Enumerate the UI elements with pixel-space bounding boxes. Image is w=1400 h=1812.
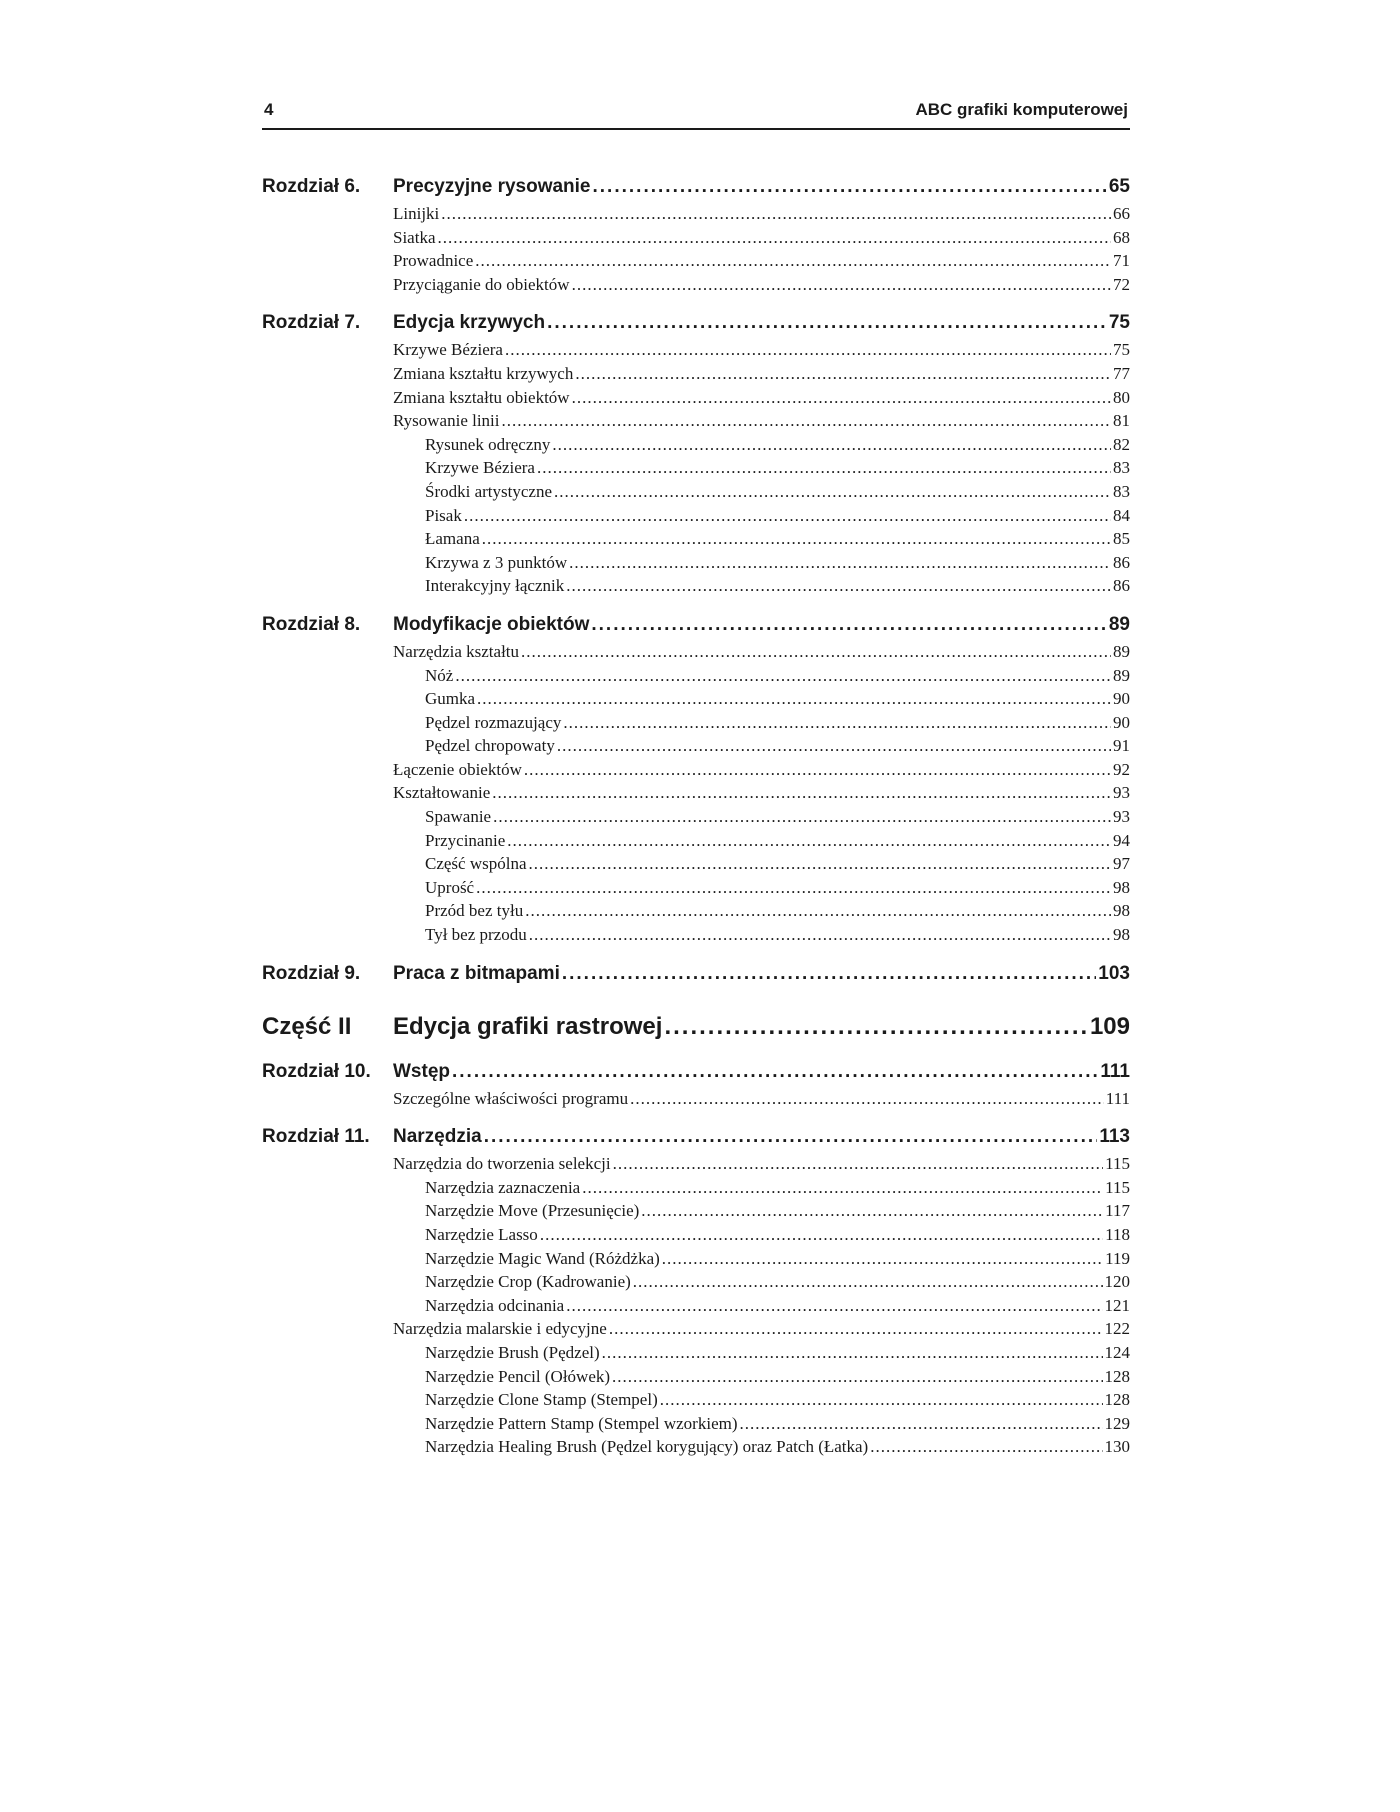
entry-title: Narzędzia do tworzenia selekcji	[393, 1154, 611, 1174]
dot-leader	[870, 1435, 1102, 1459]
toc-entry	[393, 1152, 1130, 1176]
toc-entry	[393, 362, 1130, 386]
entry-title: Narzędzie Magic Wand (Różdżka)	[425, 1248, 660, 1268]
chapter-heading	[262, 1122, 1130, 1152]
toc-subentry	[425, 1341, 1130, 1365]
entry-title: Przycinanie	[425, 830, 506, 850]
toc-entry	[393, 781, 1130, 805]
toc-subentry	[425, 480, 1130, 504]
toc-subentry	[425, 711, 1130, 735]
entry-page-number: 90	[1113, 712, 1130, 732]
toc-subentry	[425, 805, 1130, 829]
entry-title: Narzędzie Lasso	[425, 1225, 538, 1244]
entry-title: Narzędzie Move (Przesunięcie)	[425, 1201, 640, 1221]
entry-title: Pędzel rozmazujący	[425, 712, 562, 732]
toc-subentry	[425, 1294, 1130, 1318]
toc-subentry	[425, 456, 1130, 480]
chapter-heading	[262, 172, 1130, 202]
dot-leader	[582, 1176, 1103, 1200]
entry-page-number: 75	[1113, 340, 1130, 360]
dot-leader	[566, 1294, 1102, 1318]
entry-page-number: 81	[1113, 411, 1130, 431]
chapter-number: Rozdział 8.	[262, 613, 361, 635]
dot-leader	[521, 640, 1111, 664]
entry-page-number: 98	[1113, 877, 1130, 897]
dot-leader	[552, 433, 1111, 457]
entry-title: Zmiana kształtu krzywych	[393, 363, 574, 383]
dot-leader	[613, 1152, 1104, 1176]
chapter-section	[262, 308, 1130, 598]
entry-page-number: 111	[1105, 1088, 1130, 1108]
dot-leader	[455, 664, 1111, 688]
toc-subentry	[425, 1223, 1130, 1247]
chapter-title: Narzędzia	[393, 1126, 482, 1148]
dot-leader	[441, 202, 1111, 226]
chapter-title-line	[393, 308, 1130, 338]
entry-page-number: 128	[1104, 1390, 1130, 1410]
dot-leader	[572, 273, 1111, 297]
entry-page-number: 118	[1105, 1225, 1130, 1244]
chapter-title-line	[393, 959, 1130, 989]
entry-page-number: 93	[1113, 807, 1130, 827]
dot-leader	[524, 758, 1111, 782]
dot-leader	[529, 923, 1111, 947]
entry-title: Rysunek odręczny	[425, 434, 551, 454]
chapter-heading	[262, 308, 1130, 338]
entry-title: Pisak	[425, 505, 462, 525]
chapter-page-number: 89	[1108, 613, 1130, 635]
entry-title: Narzędzie Crop (Kadrowanie)	[425, 1272, 631, 1292]
entry-page-number: 85	[1113, 529, 1130, 549]
entry-title: Narzędzia malarskie i edycyjne	[393, 1319, 607, 1339]
entry-page-number: 97	[1113, 854, 1130, 874]
toc-subentry	[425, 1176, 1130, 1200]
entry-page-number: 86	[1113, 552, 1130, 572]
page-number: 4	[264, 100, 274, 119]
entry-page-number: 130	[1104, 1437, 1130, 1457]
dot-leader	[630, 1087, 1104, 1111]
dot-leader	[547, 308, 1107, 338]
entry-title: Krzywe Béziera	[425, 458, 535, 478]
toc-entry	[393, 758, 1130, 782]
entry-title: Krzywa z 3 punktów	[425, 552, 568, 572]
toc-entry	[393, 1317, 1130, 1341]
entry-page-number: 83	[1113, 481, 1130, 501]
table-of-contents	[262, 160, 1130, 1459]
entry-page-number: 91	[1113, 736, 1130, 756]
chapter-title-line	[393, 1057, 1130, 1087]
toc-entry	[393, 338, 1130, 362]
chapter-title: Praca z bitmapami	[393, 962, 560, 984]
entry-page-number: 98	[1113, 925, 1130, 945]
toc-entry	[393, 409, 1130, 433]
entry-title: Uprość	[425, 877, 475, 897]
entry-title: Szczególne właściwości programu	[393, 1088, 629, 1108]
entry-title: Narzędzia odcinania	[425, 1295, 565, 1315]
toc-subentry	[425, 829, 1130, 853]
dot-leader	[507, 829, 1111, 853]
toc-entry	[393, 249, 1130, 273]
running-header	[262, 98, 1130, 130]
entry-page-number: 119	[1105, 1248, 1130, 1268]
entry-title: Przyciąganie do obiektów	[393, 274, 570, 294]
entry-title: Pędzel chropowaty	[425, 736, 555, 756]
dot-leader	[612, 1365, 1102, 1389]
chapter-heading	[262, 610, 1130, 640]
dot-leader	[475, 249, 1111, 273]
chapter-title: Wstęp	[393, 1060, 450, 1082]
entry-page-number: 121	[1104, 1295, 1130, 1315]
dot-leader	[572, 386, 1111, 410]
entry-page-number: 115	[1105, 1154, 1130, 1174]
chapter-page-number: 109	[1089, 1012, 1130, 1040]
dot-leader	[540, 1223, 1103, 1247]
entry-page-number: 86	[1113, 576, 1130, 596]
toc-subentry	[425, 1412, 1130, 1436]
entry-title: Spawanie	[425, 807, 492, 827]
entry-page-number: 92	[1113, 759, 1130, 779]
entry-page-number: 68	[1113, 227, 1130, 247]
toc-subentry	[425, 574, 1130, 598]
entry-page-number: 117	[1105, 1201, 1130, 1221]
toc-subentry	[425, 527, 1130, 551]
entry-page-number: 66	[1113, 204, 1130, 223]
toc-entry	[393, 202, 1130, 226]
entry-page-number: 77	[1113, 363, 1130, 383]
entry-title: Łączenie obiektów	[393, 759, 522, 779]
chapter-page-number: 113	[1099, 1126, 1130, 1148]
chapter-page-number: 65	[1108, 176, 1130, 197]
entry-page-number: 129	[1104, 1413, 1130, 1433]
dot-leader	[662, 1247, 1103, 1271]
chapter-page-number: 75	[1108, 312, 1130, 334]
chapter-title-line	[393, 610, 1130, 640]
entry-title: Linijki	[393, 204, 440, 223]
chapter-title-line	[393, 1007, 1130, 1047]
entry-page-number: 120	[1104, 1272, 1130, 1292]
dot-leader	[537, 456, 1111, 480]
dot-leader	[633, 1270, 1103, 1294]
dot-leader	[438, 226, 1112, 250]
toc-subentry	[425, 1199, 1130, 1223]
dot-leader	[452, 1057, 1098, 1087]
chapter-heading	[262, 1057, 1130, 1087]
dot-leader	[505, 338, 1111, 362]
entry-page-number: 124	[1104, 1342, 1130, 1362]
entry-page-number: 71	[1113, 251, 1130, 271]
toc-subentry	[425, 1388, 1130, 1412]
toc-subentry	[425, 1247, 1130, 1271]
entry-title: Krzywe Béziera	[393, 340, 503, 360]
chapter-number: Rozdział 7.	[262, 312, 361, 334]
entry-title: Prowadnice	[393, 251, 474, 271]
toc-subentry	[425, 876, 1130, 900]
entry-title: Kształtowanie	[393, 783, 491, 803]
entry-title: Część wspólna	[425, 854, 527, 874]
dot-leader	[591, 610, 1106, 640]
entry-page-number: 83	[1113, 458, 1130, 478]
entry-title: Rysowanie linii	[393, 411, 500, 431]
entry-title: Siatka	[393, 227, 436, 247]
chapter-number: Rozdział 10.	[262, 1060, 371, 1082]
chapter-section	[262, 610, 1130, 947]
dot-leader	[476, 876, 1111, 900]
entry-title: Narzędzie Pencil (Ołówek)	[425, 1366, 611, 1386]
entry-title: Łamana	[425, 529, 480, 549]
entry-page-number: 89	[1113, 641, 1130, 661]
entry-page-number: 89	[1113, 665, 1130, 685]
toc-entry	[393, 386, 1130, 410]
chapter-number: Rozdział 6.	[262, 176, 361, 197]
dot-leader	[664, 1007, 1088, 1047]
entry-page-number: 128	[1104, 1366, 1130, 1386]
chapter-title: Precyzyjne rysowanie	[393, 176, 591, 197]
chapter-title: Modyfikacje obiektów	[393, 613, 590, 635]
dot-leader	[492, 781, 1111, 805]
entry-page-number: 93	[1113, 783, 1130, 803]
dot-leader	[563, 711, 1111, 735]
toc-subentry	[425, 687, 1130, 711]
dot-leader	[602, 1341, 1103, 1365]
dot-leader	[562, 959, 1096, 989]
dot-leader	[557, 734, 1111, 758]
dot-leader	[484, 1122, 1098, 1152]
dot-leader	[609, 1317, 1103, 1341]
toc-subentry	[425, 1365, 1130, 1389]
toc-entry	[393, 273, 1130, 297]
toc-subentry	[425, 664, 1130, 688]
part-title: Edycja grafiki rastrowej	[393, 1012, 663, 1040]
dot-leader	[477, 687, 1111, 711]
entry-page-number: 122	[1104, 1319, 1130, 1339]
book-title: ABC grafiki komputerowej	[915, 100, 1128, 119]
entry-page-number: 90	[1113, 689, 1130, 709]
part-number: Część II	[262, 1012, 352, 1040]
toc-entry	[393, 226, 1130, 250]
dot-leader	[593, 172, 1107, 202]
toc-subentry	[425, 1435, 1130, 1459]
dot-leader	[502, 409, 1111, 433]
chapter-section	[262, 959, 1130, 989]
entry-title: Narzędzia Healing Brush (Pędzel korygujący) oraz Patch (Łatka)	[425, 1437, 869, 1457]
dot-leader	[660, 1388, 1103, 1412]
entry-title: Narzędzia kształtu	[393, 641, 520, 661]
dot-leader	[493, 805, 1111, 829]
entry-title: Narzędzia zaznaczenia	[425, 1177, 581, 1197]
dot-leader	[525, 899, 1111, 923]
chapter-page-number: 103	[1098, 962, 1130, 984]
entry-title: Narzędzie Pattern Stamp (Stempel wzorkiem)	[425, 1413, 738, 1433]
chapter-title-line	[393, 1122, 1130, 1152]
toc-subentry	[425, 433, 1130, 457]
toc-subentry	[425, 1270, 1130, 1294]
toc-subentry	[425, 852, 1130, 876]
toc-subentry	[425, 551, 1130, 575]
entry-page-number: 98	[1113, 901, 1130, 921]
chapter-title: Edycja krzywych	[393, 312, 546, 334]
entry-page-number: 80	[1113, 387, 1130, 407]
chapter-number: Rozdział 9.	[262, 962, 361, 984]
chapter-heading	[262, 959, 1130, 989]
toc-entry	[393, 640, 1130, 664]
entry-title: Narzędzie Clone Stamp (Stempel)	[425, 1390, 658, 1410]
dot-leader	[641, 1199, 1103, 1223]
part-heading	[262, 1007, 1130, 1047]
entry-title: Narzędzie Brush (Pędzel)	[425, 1342, 600, 1362]
dot-leader	[554, 480, 1111, 504]
chapter-section	[262, 172, 1130, 296]
entry-page-number: 82	[1113, 434, 1130, 454]
dot-leader	[569, 551, 1111, 575]
entry-page-number: 72	[1113, 274, 1130, 294]
dot-leader	[464, 504, 1111, 528]
dot-leader	[740, 1412, 1103, 1436]
chapter-section	[262, 1057, 1130, 1111]
part-section	[262, 1007, 1130, 1047]
dot-leader	[529, 852, 1111, 876]
entry-page-number: 94	[1113, 830, 1130, 850]
entry-title: Gumka	[425, 689, 476, 709]
toc-entry	[393, 1087, 1130, 1111]
chapter-page-number: 111	[1100, 1060, 1130, 1082]
toc-subentry	[425, 923, 1130, 947]
dot-leader	[482, 527, 1111, 551]
entry-title: Środki artystyczne	[425, 481, 552, 501]
entry-title: Zmiana kształtu obiektów	[393, 387, 570, 407]
toc-subentry	[425, 504, 1130, 528]
chapter-title-line	[393, 172, 1130, 202]
entry-page-number: 115	[1105, 1177, 1130, 1197]
chapter-section	[262, 1122, 1130, 1459]
entry-page-number: 84	[1113, 505, 1130, 525]
toc-subentry	[425, 734, 1130, 758]
entry-title: Tył bez przodu	[425, 925, 527, 945]
entry-title: Interakcyjny łącznik	[425, 576, 565, 596]
entry-title: Nóż	[425, 665, 454, 685]
toc-subentry	[425, 899, 1130, 923]
entry-title: Przód bez tyłu	[425, 901, 524, 921]
chapter-number: Rozdział 11.	[262, 1126, 370, 1148]
dot-leader	[575, 362, 1111, 386]
dot-leader	[566, 574, 1111, 598]
